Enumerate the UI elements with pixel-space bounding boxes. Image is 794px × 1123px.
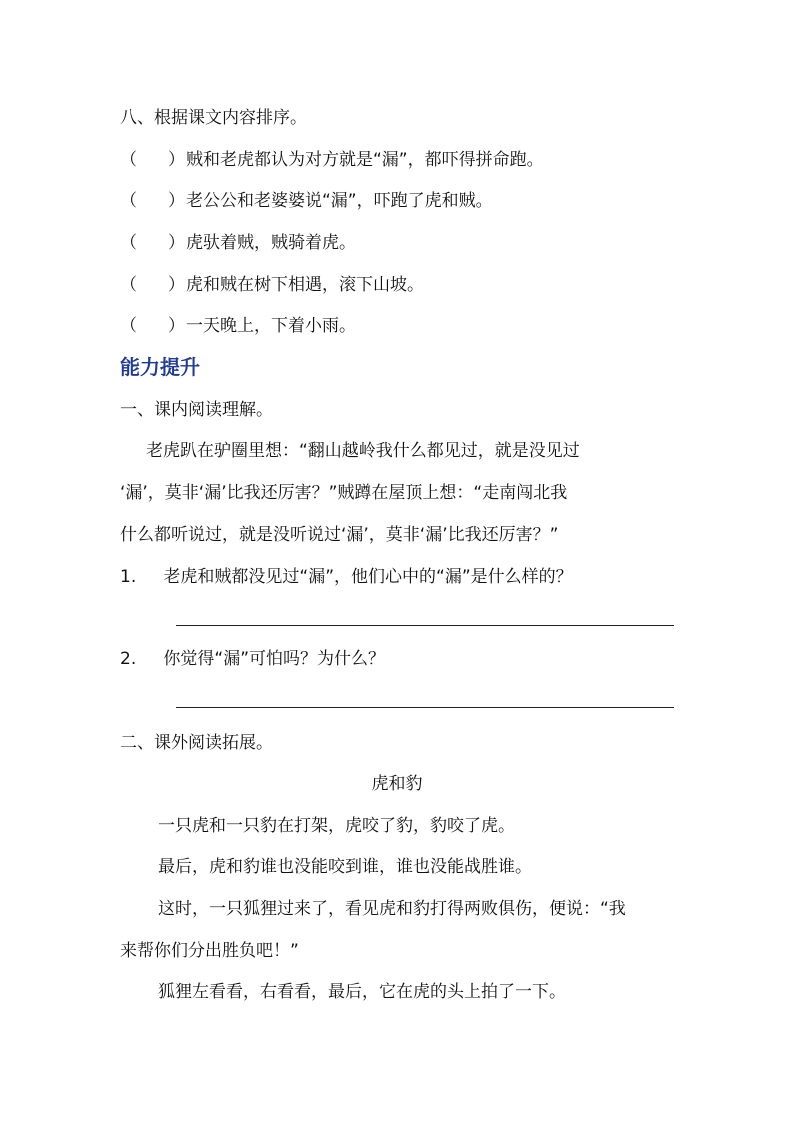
- order-blank-close: ）: [168, 275, 185, 295]
- order-item-text: 虎和贼在树下相遇，滚下山坡。: [186, 275, 424, 295]
- order-blank-open[interactable]: （: [120, 316, 137, 336]
- order-blank-open[interactable]: （: [120, 150, 137, 170]
- order-blank-open[interactable]: （: [120, 275, 137, 295]
- order-blank-close: ）: [168, 150, 185, 170]
- section-8-heading: 八、根据课文内容排序。: [120, 108, 307, 128]
- answer-line-2[interactable]: [176, 707, 674, 708]
- passage-line-2: ‘漏’，莫非‘漏’比我还厉害？”贼蹲在屋顶上想：“走南闯北我: [120, 483, 568, 503]
- story-paragraph-1: 一只虎和一只豹在打架，虎咬了豹，豹咬了虎。: [158, 816, 515, 836]
- order-item-3: [120, 231, 356, 255]
- ability-section-title: 能力提升: [120, 355, 200, 379]
- order-blank-open[interactable]: （: [120, 233, 137, 253]
- question-text: 你觉得“漏”可怕吗？为什么？: [163, 649, 386, 669]
- order-item-text: 虎驮着贼，贼骑着虎。: [186, 233, 356, 253]
- passage-line-1: 老虎趴在驴圈里想：“翻山越岭我什么都见过，就是没见过: [146, 441, 580, 461]
- answer-line-1[interactable]: [176, 625, 674, 626]
- question-2: [120, 647, 385, 671]
- question-number: 2.: [120, 649, 137, 669]
- order-item-text: 老公公和老婆婆说“漏”，吓跑了虎和贼。: [186, 191, 493, 211]
- order-blank-close: ）: [168, 233, 185, 253]
- part-2-heading: 二、课外阅读拓展。: [120, 733, 273, 753]
- question-1: [120, 565, 573, 589]
- order-item-1: [120, 148, 544, 172]
- story-paragraph-3-cont: 来帮你们分出胜负吧！”: [120, 941, 299, 961]
- order-blank-open[interactable]: （: [120, 191, 137, 211]
- story-paragraph-3: 这时，一只狐狸过来了，看见虎和豹打得两败俱伤，便说：“我: [158, 899, 626, 919]
- order-item-text: 贼和老虎都认为对方就是“漏”，都吓得拼命跑。: [186, 150, 544, 170]
- part-1-heading: 一、课内阅读理解。: [120, 400, 273, 420]
- story-paragraph-2: 最后，虎和豹谁也没能咬到谁，谁也没能战胜谁。: [158, 857, 532, 877]
- question-number: 1.: [120, 567, 137, 587]
- story-title: 虎和豹: [371, 774, 423, 794]
- question-text: 老虎和贼都没见过“漏”，他们心中的“漏”是什么样的？: [163, 567, 573, 587]
- order-blank-close: ）: [168, 191, 185, 211]
- order-item-2: [120, 189, 493, 213]
- order-item-4: [120, 273, 424, 297]
- story-paragraph-4: 狐狸左看看，右看看，最后，它在虎的头上拍了一下。: [158, 982, 566, 1002]
- order-item-5: [120, 314, 356, 338]
- passage-line-3: 什么都听说过，就是没听说过‘漏’，莫非‘漏’比我还厉害？”: [120, 525, 559, 545]
- order-blank-close: ）: [168, 316, 185, 336]
- order-item-text: 一天晚上，下着小雨。: [186, 316, 356, 336]
